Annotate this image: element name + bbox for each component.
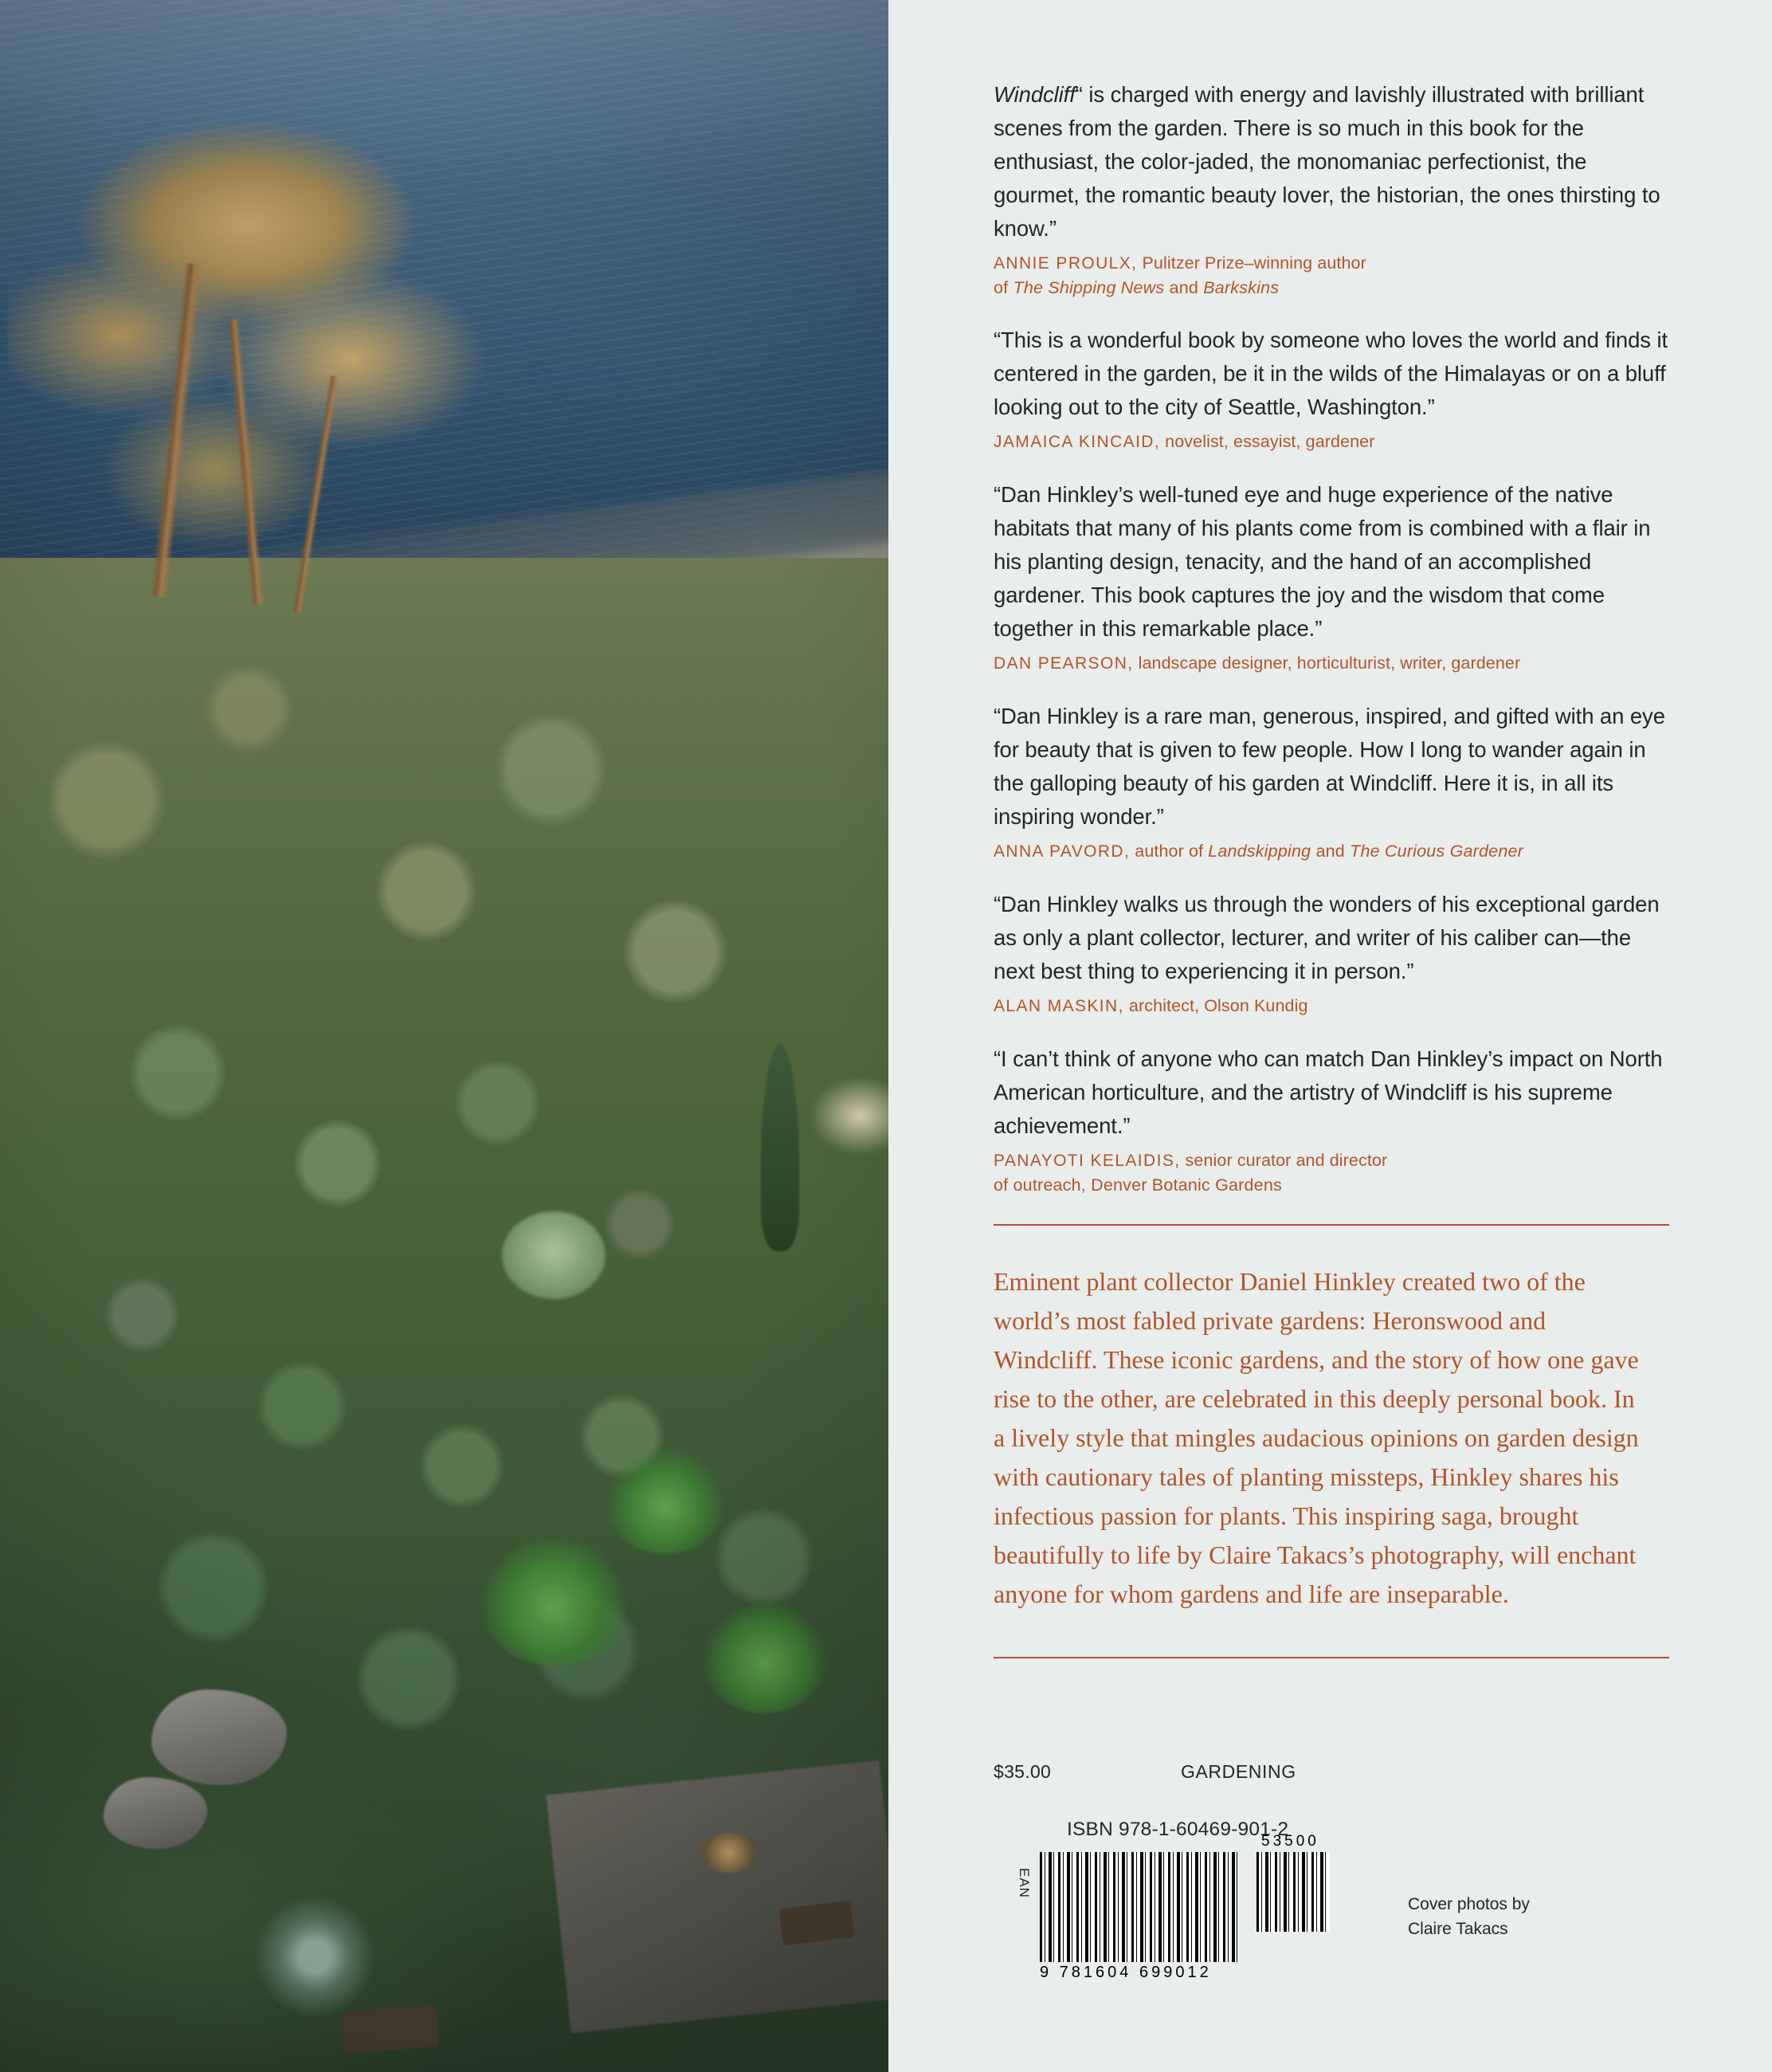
palm-plant [606,1450,725,1554]
mounding-shrub [502,1211,606,1299]
attribution-name: ANNIE PROULX, [994,254,1138,273]
garden-bench [341,2005,439,2053]
photo-credit-line1: Cover photos by [1408,1895,1530,1913]
blurb-panayoti-kelaidis [994,1042,1669,1197]
ean-label: EAN [1017,1868,1032,1898]
attribution-line2-prefix: of [994,278,1013,297]
barcode-bars [1040,1852,1237,1962]
price-category-row [994,1761,1695,1783]
ean-barcode [1040,1852,1237,1962]
blurb-attribution [994,1148,1669,1197]
footer-row [994,1761,1695,1783]
attribution-role: author of [1130,842,1209,861]
attribution-role: senior curator and director [1180,1151,1388,1170]
attribution-role: novelist, essayist, gardener [1160,432,1375,451]
summary-section [994,1262,1647,1614]
blurb-quote-text: “ is charged with energy and lavishly illustrated with brilliant scenes from the garden. There is so much in this book for the enthusiast, the color-jaded, the monomaniac perfectionist, the gourmet, the romantic beauty lover, the historian, the ones thirsting to know.” [994,82,1660,241]
summary-text: Eminent plant collector Daniel Hinkley created two of the world’s most fabled private gardens: Heronswood and Windcliff. These iconic gardens, and the story of how one gave rise to the other, are celebrated in this deeply personal book. In a lively style that mingles audacious opinions on garden design with cautionary tales of planting missteps, Hinkley shares his infectious passion for plants. This inspiring saga, brought beautifully to life by Claire Takacs’s photography, will enchant anyone for whom gardens and life are inseparable. [994,1267,1639,1608]
blurb-attribution [994,839,1669,864]
fire-pit [701,1833,757,1873]
price-addon-barcode [1256,1852,1330,1932]
divider-top [994,1224,1669,1226]
attribution-name: JAMAICA KINCAID, [994,433,1161,451]
blurb-attribution [994,430,1669,454]
attribution-role: architect, Olson Kundig [1123,996,1308,1015]
blurb-attribution [994,651,1669,676]
blurb-alan-maskin [994,888,1669,1018]
attribution-name: ANNA PAVORD, [994,842,1131,861]
stone-patio [546,1760,888,2033]
book-title-italic: Windcliff [994,82,1076,107]
blurb-annie-proulx [994,78,1669,300]
divider-bottom [994,1657,1669,1658]
blurb-quote: “Dan Hinkley is a rare man, generous, inspired, and gifted with an eye for beauty that is given to few people. How I long to wander again in the galloping beauty of his garden at Windcliff. Here it is, in all its inspiring wonder.” [994,704,1665,829]
attribution-name: PANAYOTI KELAIDIS, [994,1152,1181,1170]
agave-plant [255,1897,374,2016]
back-cover-text-panel [888,0,1772,2072]
palm-plant [478,1538,629,1666]
ean-digits: 9 781604 699012 [1040,1964,1212,1981]
attribution-title-2: Barkskins [1203,278,1280,297]
blurb-attribution [994,994,1669,1018]
category-label: GARDENING [1181,1761,1296,1782]
attribution-name: ALAN MASKIN, [994,997,1124,1015]
blurb-quote: “Dan Hinkley’s well-tuned eye and huge experience of the native habitats that many of his plants come from is combined with a flair in his planting design, tenacity, and the hand of an accomplished gardener. This book captures the joy and the wisdom that come together in this remarkable place.” [994,482,1651,641]
addon-digits: 53500 [1261,1833,1319,1850]
blurb-attribution [994,251,1669,300]
attribution-title-1: Landskipping [1208,842,1311,861]
attribution-line2-mid: and [1164,278,1204,297]
photo-credit [1408,1892,1530,1941]
blurbs-section [994,78,1669,1658]
attribution-line2: of outreach, Denver Botanic Gardens [994,1175,1282,1195]
attribution-title-1: The Shipping News [1013,278,1165,297]
attribution-role: Pulitzer Prize–winning author [1137,253,1366,273]
attribution-title-2: The Curious Gardener [1350,842,1524,861]
photo-credit-line2: Claire Takacs [1408,1920,1508,1938]
price: $35.00 [994,1761,1052,1782]
blurb-jamaica-kincaid [994,324,1669,454]
blurb-quote: “Dan Hinkley walks us through the wonders of his exceptional garden as only a plant collector, lecturer, and writer of his caliber can—the next best thing to experiencing it in person.” [994,892,1660,983]
blurb-quote: “This is a wonderful book by someone who loves the world and finds it centered in the garden, be it in the wilds of the Himalayas or on a bluff looking out to the city of Seattle, Washington.” [994,328,1668,419]
attribution-mid: and [1311,842,1351,861]
barcode-bars [1256,1852,1330,1932]
blurb-quote [994,78,1669,245]
palm-plant [701,1602,829,1713]
ornamental-grass [789,1052,888,1179]
attribution-name: DAN PEARSON, [994,654,1134,673]
attribution-role: landscape designer, horticulturist, writer, gardener [1133,653,1521,673]
blurb-quote: “I can’t think of anyone who can match Dan Hinkley’s impact on North American horticulture, and the artistry of Windcliff is his supreme achievement.” [994,1046,1663,1138]
isbn-text: ISBN 978-1-60469-901-2 [1067,1819,1289,1840]
blurb-dan-pearson [994,478,1669,676]
blurb-anna-pavord [994,700,1669,864]
